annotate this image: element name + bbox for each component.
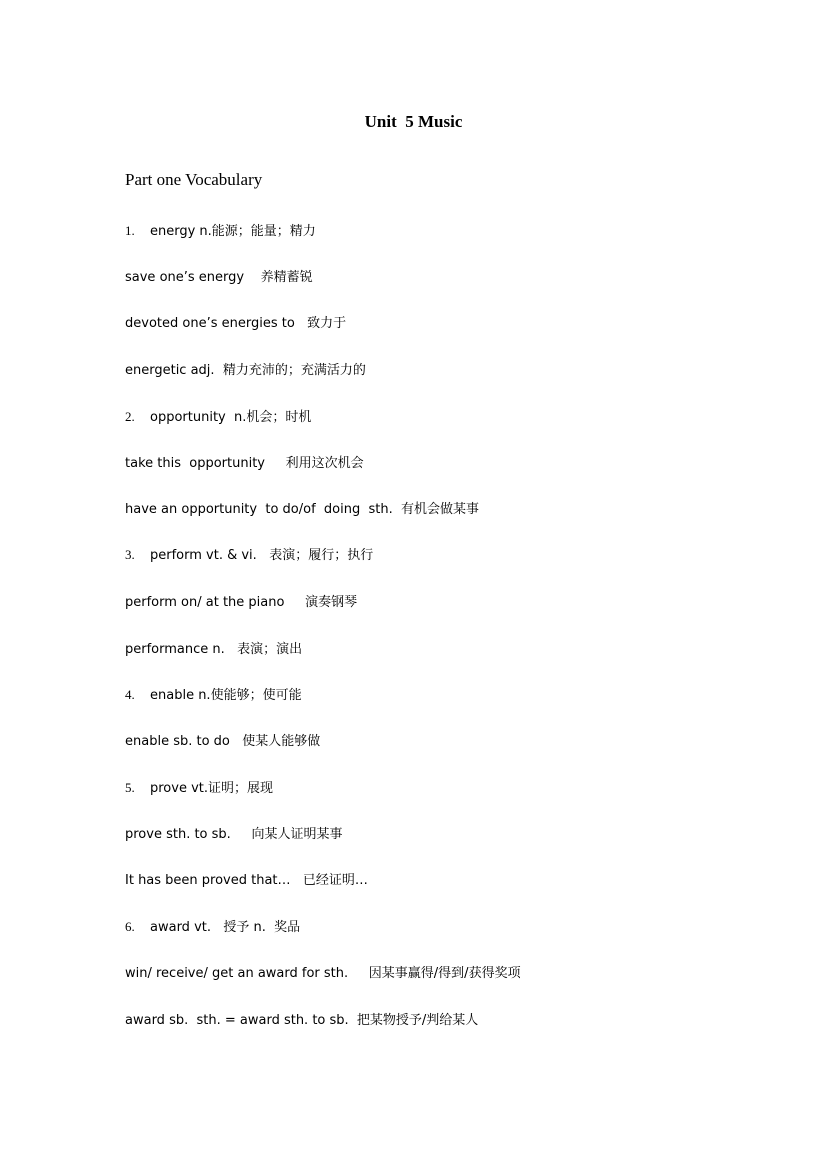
- entry-number: 1.: [125, 223, 135, 238]
- vocab-entry: [125, 779, 273, 798]
- vocab-entry: [125, 686, 302, 705]
- vocab-entry: [125, 1011, 478, 1030]
- entry-number: 5.: [125, 780, 135, 795]
- vocab-entry: [125, 964, 521, 983]
- entry-text: award sb. sth. = award sth. to sb. 把某物授予/判给某人: [125, 1013, 479, 1028]
- entry-number: 2.: [125, 409, 135, 424]
- entry-text: win/ receive/ get an award for sth. 因某事赢得/得到/获得奖项: [125, 966, 521, 981]
- entry-number: 6.: [125, 919, 135, 934]
- entry-text: devoted one’s energies to 致力于: [125, 316, 347, 331]
- vocab-entry: [125, 222, 316, 241]
- entry-text: opportunity n.机会；时机: [150, 410, 312, 425]
- vocab-entry: [125, 268, 313, 287]
- entry-text: prove sth. to sb. 向某人证明某事: [125, 827, 343, 842]
- page-title: Unit 5 Music: [364, 112, 463, 131]
- vocab-entry: [125, 640, 302, 659]
- entry-text: enable sb. to do 使某人能够做: [125, 734, 321, 749]
- vocab-entry: [125, 361, 366, 380]
- vocab-entry: [125, 825, 342, 844]
- entry-text: It has been proved that… 已经证明…: [125, 873, 368, 888]
- entry-text: perform vt. & vi. 表演；履行；执行: [150, 548, 374, 563]
- vocab-entry: [125, 500, 479, 519]
- vocab-entry: [125, 593, 357, 612]
- vocab-entry: [125, 314, 346, 333]
- entry-text: save one’s energy 养精蓄锐: [125, 270, 313, 285]
- entry-text: enable n.使能够；使可能: [150, 688, 302, 703]
- vocab-entry: [125, 408, 311, 427]
- entry-text: energetic adj. 精力充沛的；充满活力的: [125, 363, 366, 378]
- vocab-entry: [125, 918, 300, 937]
- entry-text: energy n.能源；能量；精力: [150, 224, 316, 239]
- entry-text: perform on/ at the piano 演奏钢琴: [125, 595, 358, 610]
- vocab-entry: [125, 732, 320, 751]
- vocab-entry: [125, 454, 364, 473]
- entry-number: 3.: [125, 547, 135, 562]
- vocab-entry: [125, 871, 368, 890]
- entry-text: performance n. 表演；演出: [125, 642, 303, 657]
- entry-text: prove vt.证明；展现: [150, 781, 274, 796]
- entry-text: award vt. 授予 n. 奖品: [150, 920, 301, 935]
- entry-text: take this opportunity 利用这次机会: [125, 456, 364, 471]
- vocab-entry: [125, 546, 373, 565]
- entry-number: 4.: [125, 687, 135, 702]
- entry-text: have an opportunity to do/of doing sth. 有机会做某事: [125, 502, 480, 517]
- section-heading: Part one Vocabulary: [125, 170, 263, 189]
